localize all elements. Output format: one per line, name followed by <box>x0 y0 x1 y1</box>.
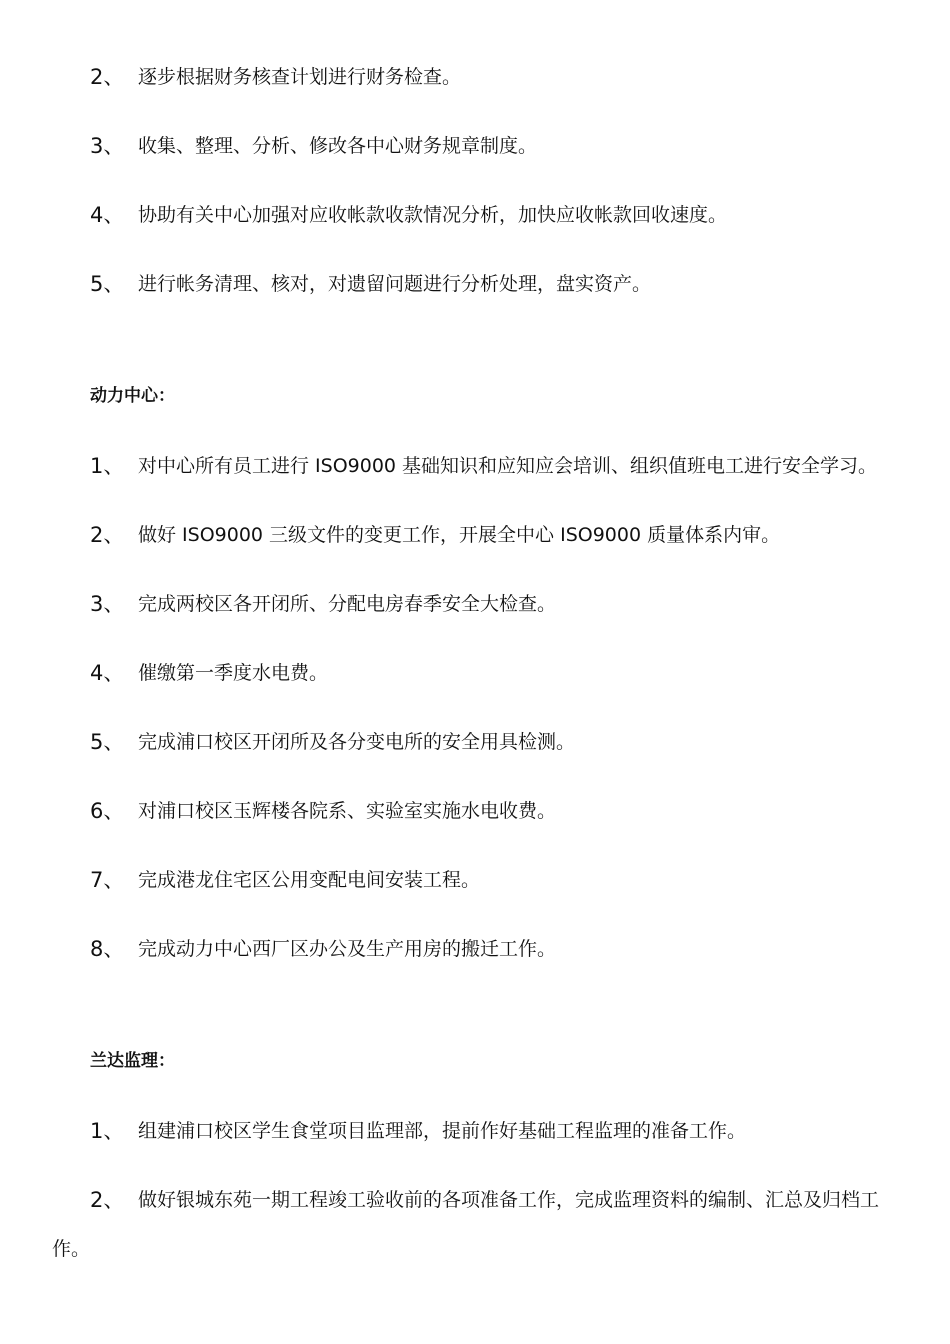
item-number: 4、 <box>90 661 125 685</box>
item-number: 4、 <box>90 203 125 227</box>
item-text: 做好 ISO9000 三级文件的变更工作，开展全中心 ISO9000 质量体系内审。 <box>138 524 781 546</box>
item-number: 6、 <box>90 799 125 823</box>
item-text: 做好银城东苑一期工程竣工验收前的各项准备工作，完成监理资料的编制、汇总及归档工 <box>138 1189 880 1211</box>
item-number: 2、 <box>90 1188 125 1212</box>
item-text: 进行帐务清理、核对，对遗留问题进行分析处理，盘实资产。 <box>138 273 652 295</box>
item-text: 完成浦口校区开闭所及各分变电所的安全用具检测。 <box>138 731 576 753</box>
item-text-continuation: 作。 <box>52 1238 91 1260</box>
section-heading-power-center: 动力中心： <box>90 386 175 406</box>
item-text: 完成动力中心西厂区办公及生产用房的搬迁工作。 <box>138 938 557 960</box>
item-text: 催缴第一季度水电费。 <box>138 662 329 684</box>
item-text: 完成港龙住宅区公用变配电间安装工程。 <box>138 869 481 891</box>
item-number: 7、 <box>90 868 125 892</box>
item-number: 3、 <box>90 134 125 158</box>
item-text: 完成两校区各开闭所、分配电房春季安全大检查。 <box>138 593 557 615</box>
item-number: 8、 <box>90 937 125 961</box>
item-text: 组建浦口校区学生食堂项目监理部，提前作好基础工程监理的准备工作。 <box>138 1120 747 1142</box>
item-number: 5、 <box>90 272 125 296</box>
item-text: 逐步根据财务核查计划进行财务检查。 <box>138 66 462 88</box>
item-number: 3、 <box>90 592 125 616</box>
item-text: 对中心所有员工进行 ISO9000 基础知识和应知应会培训、组织值班电工进行安全学习。 <box>138 455 878 477</box>
item-number: 1、 <box>90 454 125 478</box>
item-text: 收集、整理、分析、修改各中心财务规章制度。 <box>138 135 538 157</box>
item-number: 2、 <box>90 523 125 547</box>
item-text: 对浦口校区玉辉楼各院系、实验室实施水电收费。 <box>138 800 557 822</box>
item-text: 协助有关中心加强对应收帐款收款情况分析，加快应收帐款回收速度。 <box>138 204 728 226</box>
item-number: 1、 <box>90 1119 125 1143</box>
item-number: 2、 <box>90 65 125 89</box>
item-number: 5、 <box>90 730 125 754</box>
section-heading-landa-supervision: 兰达监理： <box>90 1051 175 1071</box>
